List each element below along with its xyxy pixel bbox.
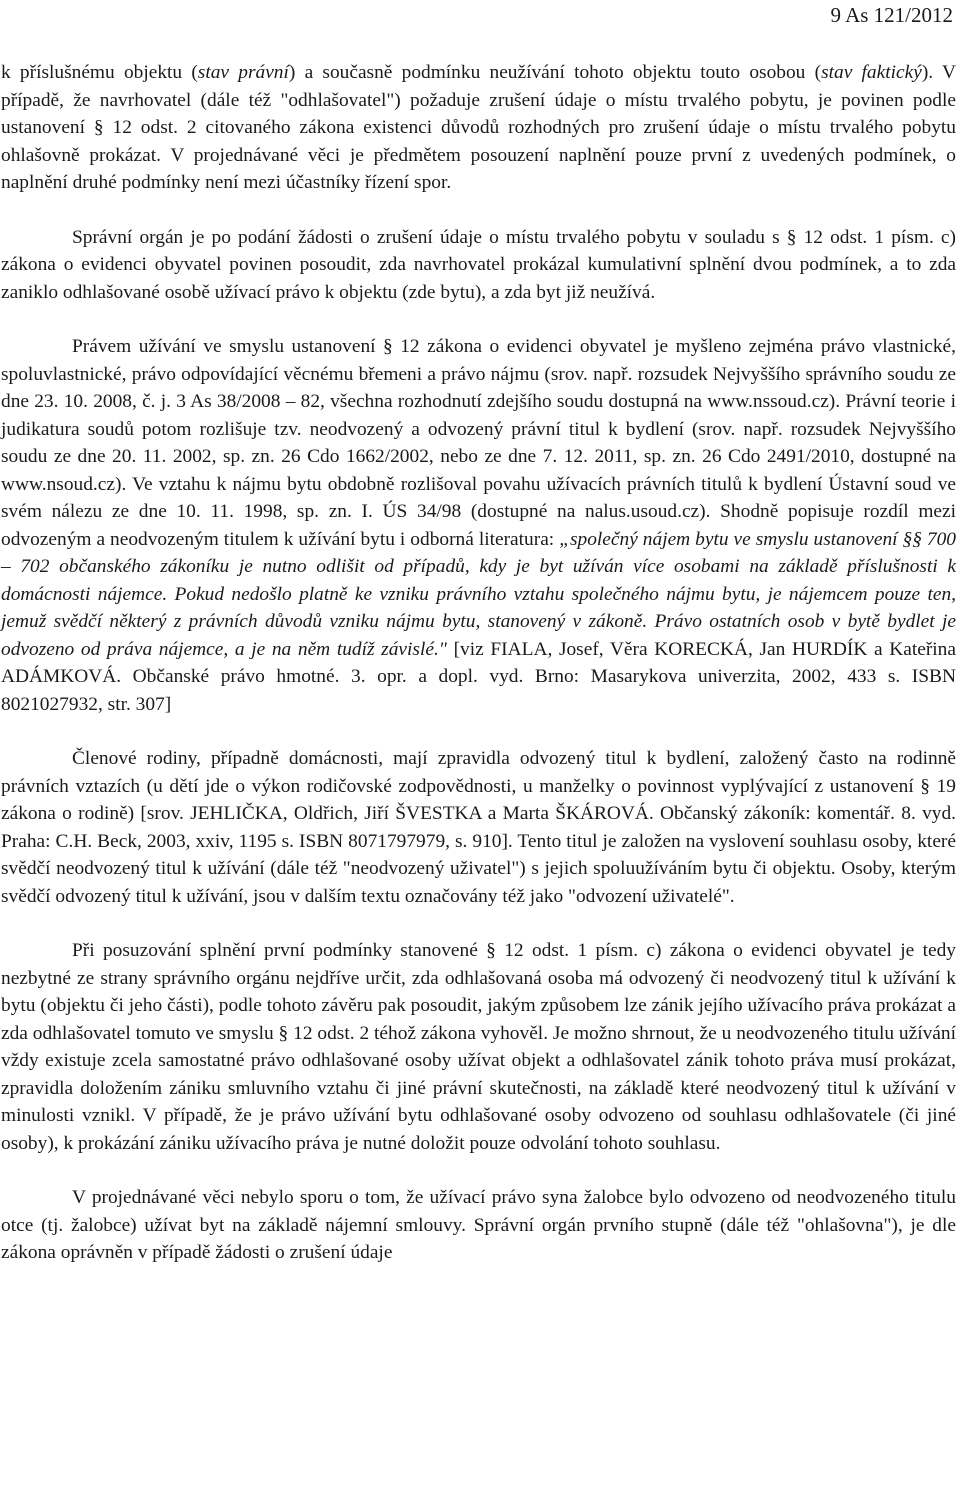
- italic-text-run: stav faktický: [821, 62, 922, 83]
- text-run: ). V případě, že navrhovatel (dále též "odhlašovatel") požaduje zrušení údaje o místu trvalého pobytu, je povinen podle ustanovení § 12 odst. 2 citovaného zákona existenci důvodů rozhodných pro zrušení údaje o místu trvalého pobytu ohlašovně prokázat. V projednávané věci je předmětem posouzení naplnění pouze první z uvedených podmínek, o naplnění druhé podmínky není mezi účastníky řízení spor.: [1, 62, 956, 193]
- paragraph: [1, 224, 956, 307]
- paragraph: [1, 937, 956, 1157]
- document-body: [1, 59, 956, 1267]
- text-run: V projednávané věci nebylo sporu o tom, že užívací právo syna žalobce bylo odvozeno od neodvozeného titulu otce (tj. žalobce) užívat byt na základě nájemní smlouvy. Správní orgán prvního stupně (dále též "ohlašovna"), je dle zákona oprávněn v případě žádosti o zrušení údaje: [1, 1187, 956, 1263]
- text-run: Správní orgán je po podání žádosti o zrušení údaje o místu trvalého pobytu v souladu s § 12 odst. 1 písm. c) zákona o evidenci obyvatel povinen posoudit, zda navrhovatel prokázal kumulativní splnění dvou podmínek, a to zda zaniklo odhlašované osobě užívací právo k objektu (zde bytu), a zda byt již neužívá.: [1, 226, 956, 303]
- text-run: ) a současně podmínku neužívání tohoto objektu touto osobou (: [288, 62, 822, 83]
- italic-text-run: stav právní: [197, 62, 289, 83]
- paragraph: [1, 59, 956, 197]
- paragraph: [1, 745, 956, 910]
- case-number: 9 As 121/2012: [830, 3, 953, 27]
- italic-text-run: „společný nájem bytu ve smyslu ustanovení §§ 700 – 702 občanského zákoníku je nutno odlišit od případů, kdy je byt užíván více osobami na základě příslušnosti k domácnosti nájemce. Pokud nedošlo platně ke vzniku právního vztahu společného nájmu bytu, je nájemcem pouze ten, jemuž svědčí některý z právních důvodů vzniku nájmu bytu, stanovený v zákoně. Právo ostatních osob v bytě bydlet je odvozeno od práva nájemce, a je na něm tudíž závislé.": [1, 528, 956, 660]
- paragraph: [1, 1184, 956, 1267]
- text-run: Členové rodiny, případně domácnosti, mají zpravidla odvozený titul k bydlení, založený často na rodinně právních vztazích (u dětí jde o výkon rodičovské zodpovědnosti, u manželky o povinnost vyplývající z ustanovení § 19 zákona o rodině) [srov. JEHLIČKA, Oldřich, Jiří ŠVESTKA a Marta ŠKÁROVÁ. Občanský zákoník: komentář. 8. vyd. Praha: C.H. Beck, 2003, xxiv, 1195 s. ISBN 8071797979, s. 910]. Tento titul je založen na vyslovení souhlasu osoby, které svědčí neodvozený titul k užívání (dále též "neodvozený uživatel") s jejich spoluužíváním bytu či objektu. Osoby, kterým svědčí odvozený titul k užívání, jsou v dalším textu označovány též jako "odvození uživatelé".: [1, 748, 956, 907]
- text-run: [viz FIALA, Josef, Věra KORECKÁ, Jan HURDÍK a Kateřina ADÁMKOVÁ. Občanské právo hmotné. 3. opr. a dopl. vyd. Brno: Masarykova univerzita, 2002, 433 s. ISBN 8021027932, str. 307]: [1, 638, 956, 715]
- text-run: Při posuzování splnění první podmínky stanovené § 12 odst. 1 písm. c) zákona o evidenci obyvatel je tedy nezbytné ze strany správního orgánu nejdříve určit, zda odhlašovaná osoba má odvozený či neodvozený titul k užívání k bytu (objektu či jeho části), podle tohoto závěru pak posoudit, jakým způsobem lze zánik jejího užívacího práva prokázat a zda odhlašovatel tomuto ve smyslu § 12 odst. 2 téhož zákona vyhověl. Je možno shrnout, že u neodvozeného titulu užívání vždy existuje zcela samostatné právo odhlašované osoby užívat objekt a odhlašovatel zánik tohoto práva musí prokázat, zpravidla doložením zániku smluvního vztahu či jiné právní skutečnosti, na základě které neodvozený titul k užívání v minulosti vznikl. V případě, že je právo užívání bytu odhlašované osoby odvozeno od souhlasu odhlašovatele (či jiné osoby), k prokázání zániku užívacího práva je nutné doložit pouze odvolání tohoto souhlasu.: [1, 940, 956, 1154]
- text-run: k příslušnému objektu (: [1, 62, 198, 83]
- paragraph: [1, 333, 956, 718]
- text-run: Právem užívání ve smyslu ustanovení § 12 zákona o evidenci obyvatel je myšleno zejména právo vlastnické, spoluvlastnické, právo odpovídající věcnému břemeni a právo nájmu (srov. např. rozsudek Nejvyššího správního soudu ze dne 23. 10. 2008, č. j. 3 As 38/2008 – 82, všechna rozhodnutí zdejšího soudu dostupná na www.nssoud.cz). Právní teorie i judikatura soudů potom rozlišuje tzv. neodvozený a odvozený právní titul k bydlení (srov. např. rozsudek Nejvyššího soudu ze dne 20. 11. 2002, sp. zn. 26 Cdo 1662/2002, nebo ze dne 7. 12. 2011, sp. zn. 26 Cdo 2491/2010, dostupné na www.nsoud.cz). Ve vztahu k nájmu bytu obdobně rozlišoval povahu užívacích právních titulů k bydlení Ústavní soud ve svém nálezu ze dne 10. 11. 1998, sp. zn. I. ÚS 34/98 (dostupné na nalus.usoud.cz). Shodně popisuje rozdíl mezi odvozeným a neodvozeným titulem k užívání bytu i odborná literatura:: [1, 336, 956, 550]
